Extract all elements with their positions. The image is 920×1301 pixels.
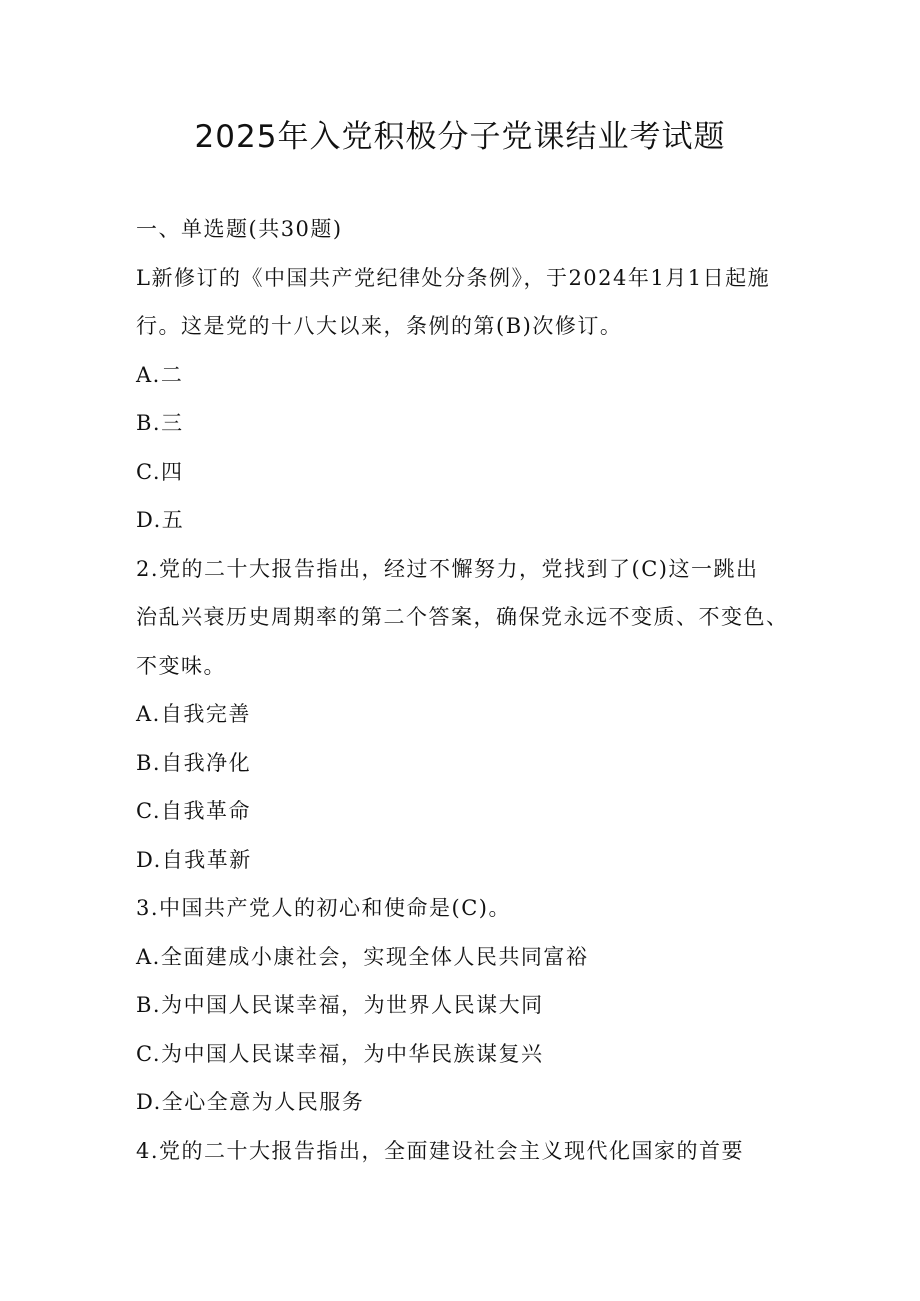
document-body (136, 205, 796, 1175)
question-1-option-a: A.二 (136, 362, 184, 387)
question-2-stem-line-2: 治乱兴衰历史周期率的第二个答案，确保党永远不变质、不变色、 (136, 605, 789, 629)
question-1-option-b: B.三 (136, 411, 184, 435)
question-3-option-c: C.为中国人民谋幸福，为中华民族谋复兴 (136, 1041, 544, 1066)
question-2-option-a: A.自我完善 (136, 702, 251, 726)
question-2-option-c: C.自我革命 (136, 799, 251, 823)
question-2-stem-line-1: 2.党的二十大报告指出，经过不懈努力，党找到了(C)这一跳出 (136, 556, 759, 581)
question-3-option-d: D.全心全意为人民服务 (136, 1090, 365, 1114)
question-2-stem-line-3: 不变味。 (136, 653, 226, 678)
question-1-option-c: C.四 (136, 459, 184, 484)
question-3-stem-line-1: 3.中国共产党人的初心和使命是(C)。 (136, 896, 511, 920)
question-3-option-b: B.为中国人民谋幸福，为世界人民谋大同 (136, 993, 544, 1017)
question-4-stem-line-1: 4.党的二十大报告指出，全面建设社会主义现代化国家的首要 (136, 1138, 745, 1163)
question-3-option-a: A.全面建成小康社会，实现全体人民共同富裕 (136, 944, 589, 969)
question-1-stem-line-1: L新修订的《中国共产党纪律处分条例》，于2024年1月1日起施 (136, 265, 771, 290)
question-2-option-d: D.自我革新 (136, 847, 252, 872)
question-2-option-b: B.自我净化 (136, 750, 252, 775)
document-title: 2025年入党积极分子党课结业考试题 (194, 119, 726, 155)
question-1-stem-line-2: 行。这是党的十八大以来，条例的第(B)次修订。 (136, 314, 623, 338)
section-heading: 一、单选题(共30题) (136, 217, 343, 241)
question-1-option-d: D.五 (136, 508, 185, 532)
